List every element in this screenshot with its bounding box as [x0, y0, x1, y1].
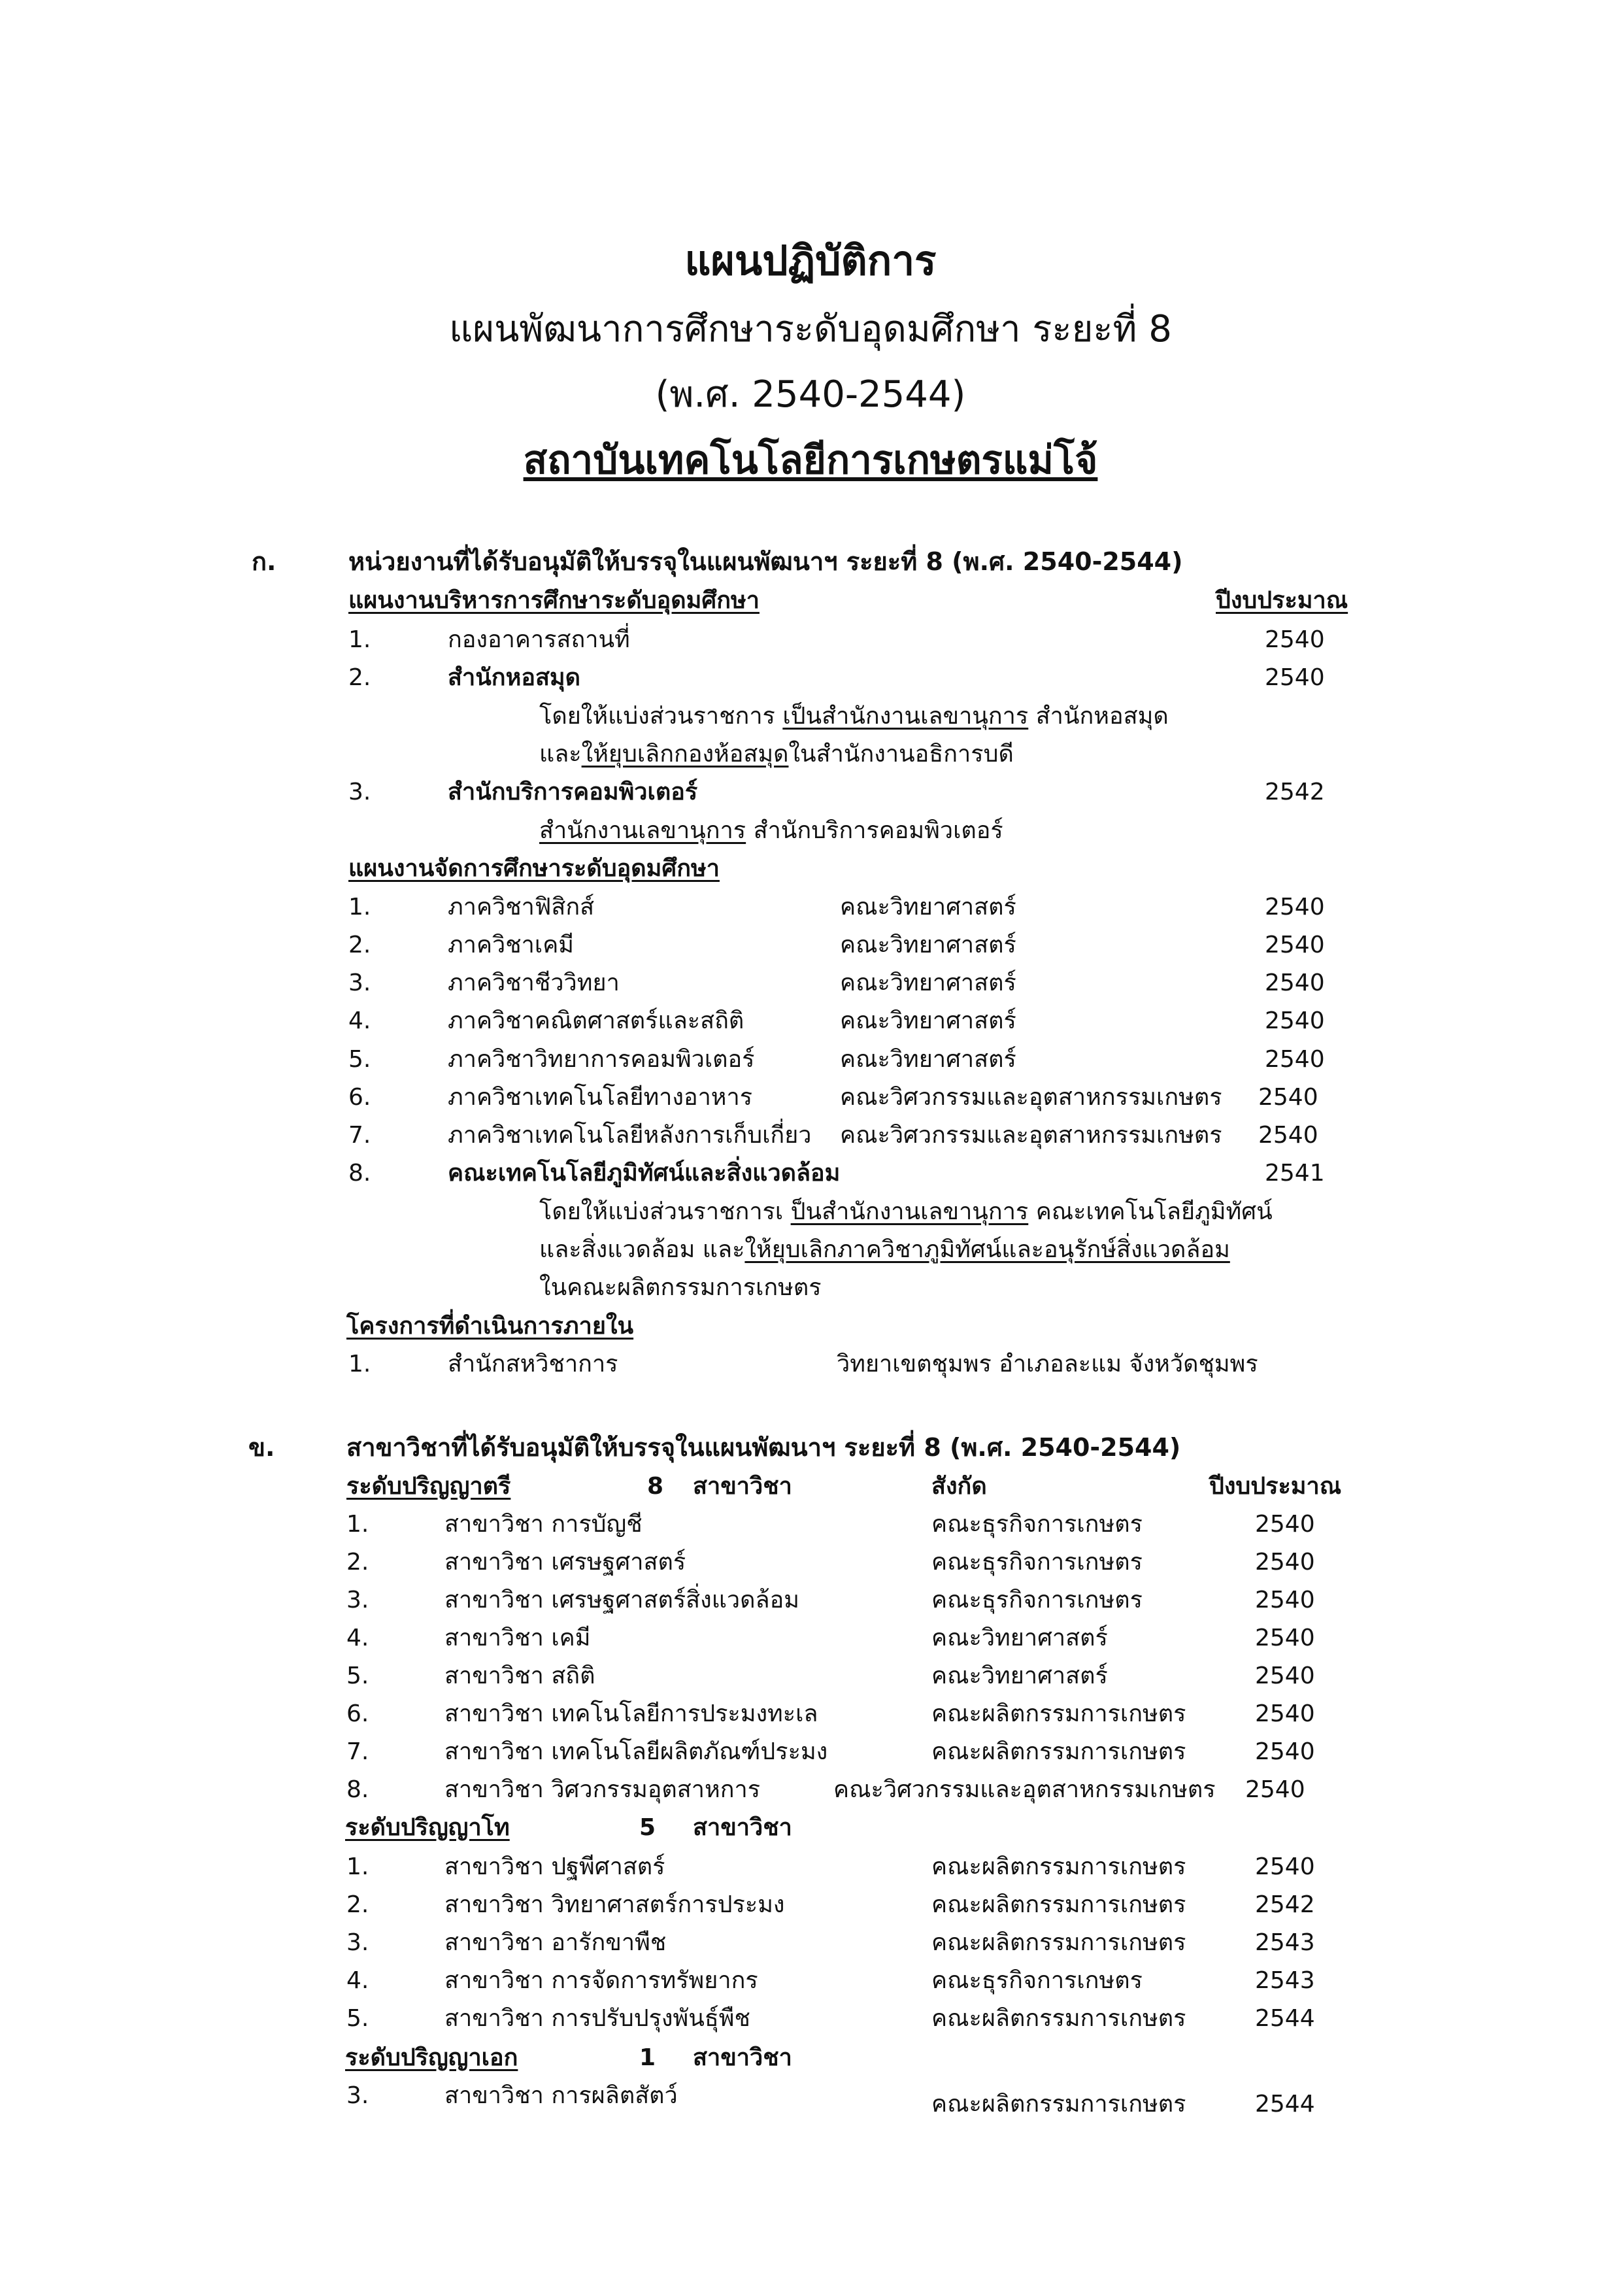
budget-year: 2540 [1255, 1700, 1315, 1727]
list-item-number: 2. [348, 932, 371, 958]
institution-name: สถาบันเทคโนโลยีการเกษตรแม่โจ้ [523, 437, 1098, 483]
budget-year: 2540 [1265, 1046, 1325, 1073]
document-period: (พ.ศ. 2540-2544) [655, 373, 966, 416]
program-name: สาขาวิชา อารักขาพืช [444, 1929, 667, 1956]
unit-name: สำนักหอสมุด [448, 664, 581, 691]
department-name: ภาควิชาเทคโนโลยีทางอาหาร [448, 1084, 753, 1111]
budget-year: 2540 [1255, 1663, 1315, 1689]
list-item-number: 6. [346, 1700, 369, 1727]
faculty-name: คณะวิทยาศาสตร์ [840, 932, 1016, 958]
document-title: แผนปฏิบัติการ [684, 237, 937, 284]
faculty-name: คณะวิทยาศาสตร์ [931, 1625, 1108, 1651]
bachelor-title: ระดับปริญญาตรี [346, 1473, 511, 1500]
faculty-name: คณะวิทยาศาสตร์ [840, 894, 1016, 920]
faculty-name: คณะผลิตกรรมการเกษตร [931, 1929, 1186, 1956]
list-item-number: 6. [348, 1084, 371, 1111]
program-name: สาขาวิชา การจัดการทรัพยากร [444, 1967, 758, 1994]
section-b-heading: สาขาวิชาที่ได้รับอนุมัติให้บรรจุในแผนพัฒนาฯ ระยะที่ 8 (พ.ศ. 2540-2544) [346, 1433, 1181, 1462]
budget-year: 2540 [1265, 1007, 1325, 1034]
budget-year: 2540 [1265, 932, 1325, 958]
list-item-number: 2. [348, 664, 371, 691]
program-name: สาขาวิชา เทคโนโลยีการประมงทะเล [444, 1700, 818, 1727]
budget-year-header: ปีงบประมาณ [1209, 1473, 1342, 1500]
master-unit: สาขาวิชา [693, 1814, 792, 1841]
program-name: สาขาวิชา วิศวกรรมอุตสาหการ [444, 1776, 761, 1803]
department-name: ภาควิชาเทคโนโลยีหลังการเก็บเกี่ยว [448, 1122, 812, 1149]
budget-year: 2543 [1255, 1929, 1315, 1956]
list-item-number: 4. [346, 1625, 369, 1651]
faculty-name: คณะวิทยาศาสตร์ [931, 1663, 1108, 1689]
faculty-name: คณะธุรกิจการเกษตร [931, 1511, 1143, 1538]
list-item-number: 3. [346, 1929, 369, 1956]
bachelor-unit: สาขาวิชา [693, 1473, 792, 1500]
list-item-number: 1. [348, 626, 371, 653]
budget-year-header: ปีงบประมาณ [1216, 587, 1348, 614]
department-name: ภาควิชาเคมี [448, 932, 575, 958]
budget-year: 2540 [1258, 1084, 1318, 1111]
unit-note: โดยให้แบ่งส่วนราชการ เป็นสำนักงานเลขานุการ สำนักหอสมุด [539, 703, 1169, 730]
faculty-name: คณะวิศวกรรมและอุตสาหกรรมเกษตร [833, 1776, 1216, 1803]
affiliation-header: สังกัด [931, 1473, 987, 1500]
faculty-name: คณะผลิตกรรมการเกษตร [931, 1738, 1186, 1765]
plan3-title: โครงการที่ดำเนินการภายใน [346, 1313, 634, 1340]
department-name: ภาควิชาชีววิทยา [448, 970, 620, 996]
unit-name: สำนักสหวิชาการ [448, 1351, 618, 1377]
list-item-number: 1. [348, 1351, 371, 1377]
department-name: ภาควิชาคณิตศาสตร์และสถิติ [448, 1007, 744, 1034]
faculty-name: คณะผลิตกรรมการเกษตร [931, 2005, 1186, 2032]
list-item-number: 5. [348, 1046, 371, 1073]
unit-note: และสิ่งแวดล้อม และให้ยุบเลิกภาควิชาภูมิทัศน์และอนุรักษ์สิ่งแวดล้อม [539, 1236, 1230, 1263]
unit-note: โดยให้แบ่งส่วนราชการเ ป็นสำนักงานเลขานุการ คณะเทคโนโลยีภูมิทัศน์ [539, 1198, 1273, 1225]
master-count: 5 [639, 1814, 656, 1841]
program-name: สาขาวิชา วิทยาศาสตร์การประมง [444, 1891, 785, 1918]
document-subtitle: แผนพัฒนาการศึกษาระดับอุดมศึกษา ระยะที่ 8 [449, 308, 1172, 350]
section-b-letter: ข. [248, 1433, 275, 1462]
budget-year: 2541 [1265, 1160, 1325, 1187]
budget-year: 2540 [1258, 1122, 1318, 1149]
faculty-name: คณะผลิตกรรมการเกษตร [931, 1891, 1186, 1918]
program-name: สาขาวิชา การบัญชี [444, 1511, 643, 1538]
doctoral-title: ระดับปริญญาเอก [345, 2044, 518, 2071]
budget-year: 2540 [1265, 894, 1325, 920]
unit-name: สำนักบริการคอมพิวเตอร์ [448, 779, 698, 805]
list-item-number: 8. [346, 1776, 369, 1803]
budget-year: 2540 [1255, 1853, 1315, 1880]
doctoral-count: 1 [639, 2044, 656, 2071]
faculty-name: คณะวิทยาศาสตร์ [840, 970, 1016, 996]
list-item-number: 2. [346, 1549, 369, 1576]
faculty-name: คณะธุรกิจการเกษตร [931, 1549, 1143, 1576]
program-name: สาขาวิชา เศรษฐศาสตร์ [444, 1549, 686, 1576]
budget-year: 2540 [1265, 626, 1325, 653]
list-item-number: 5. [346, 2005, 369, 2032]
list-item-number: 3. [348, 970, 371, 996]
unit-note: และให้ยุบเลิกกองห้อสมุดในสำนักงานอธิการบดี [539, 741, 1014, 768]
budget-year: 2540 [1255, 1511, 1315, 1538]
campus-location: วิทยาเขตชุมพร อำเภอละแม จังหวัดชุมพร [837, 1351, 1258, 1377]
list-item-number: 8. [348, 1160, 371, 1187]
budget-year: 2543 [1255, 1967, 1315, 1994]
department-name: ภาควิชาฟิสิกส์ [448, 894, 595, 920]
list-item-number: 7. [348, 1122, 371, 1149]
faculty-name: คณะวิศวกรรมและอุตสาหกรรมเกษตร [840, 1122, 1222, 1149]
budget-year: 2542 [1265, 779, 1325, 805]
faculty-name: คณะผลิตกรรมการเกษตร [931, 1700, 1186, 1727]
program-name: สาขาวิชา ปฐพีศาสตร์ [444, 1853, 665, 1880]
plan1-title: แผนงานบริหารการศึกษาระดับอุดมศึกษา [348, 587, 760, 614]
list-item-number: 4. [348, 1007, 371, 1034]
budget-year: 2542 [1255, 1891, 1315, 1918]
faculty-name: คณะผลิตกรรมการเกษตร [931, 1853, 1186, 1880]
unit-name: กองอาคารสถานที่ [448, 626, 630, 653]
faculty-name: คณะวิทยาศาสตร์ [840, 1046, 1016, 1073]
list-item-number: 2. [346, 1891, 369, 1918]
list-item-number: 7. [346, 1738, 369, 1765]
list-item-number: 1. [346, 1853, 369, 1880]
program-name: สาขาวิชา การผลิตสัตว์ [444, 2082, 678, 2109]
section-a-letter: ก. [252, 547, 276, 576]
budget-year: 2540 [1255, 1587, 1315, 1613]
list-item-number: 4. [346, 1967, 369, 1994]
faculty-name: คณะวิศวกรรมและอุตสาหกรรมเกษตร [840, 1084, 1222, 1111]
program-name: สาขาวิชา เทคโนโลยีผลิตภัณฑ์ประมง [444, 1738, 828, 1765]
plan2-title: แผนงานจัดการศึกษาระดับอุดมศึกษา [348, 855, 720, 882]
faculty-name: คณะวิทยาศาสตร์ [840, 1007, 1016, 1034]
program-name: สาขาวิชา เศรษฐศาสตร์สิ่งแวดล้อม [444, 1587, 799, 1613]
department-name: ภาควิชาวิทยาการคอมพิวเตอร์ [448, 1046, 755, 1073]
faculty-name: คณะธุรกิจการเกษตร [931, 1587, 1143, 1613]
budget-year: 2540 [1255, 1549, 1315, 1576]
unit-note: ในคณะผลิตกรรมการเกษตร [539, 1274, 822, 1301]
budget-year: 2540 [1245, 1776, 1305, 1803]
list-item-number: 3. [346, 1587, 369, 1613]
faculty-name: คณะธุรกิจการเกษตร [931, 1967, 1143, 1994]
faculty-unit-name: คณะเทคโนโลยีภูมิทัศน์และสิ่งแวดล้อม [448, 1160, 841, 1187]
program-name: สาขาวิชา การปรับปรุงพันธุ์พืช [444, 2005, 750, 2032]
program-name: สาขาวิชา สถิติ [444, 1663, 595, 1689]
budget-year: 2540 [1265, 664, 1325, 691]
list-item-number: 5. [346, 1663, 369, 1689]
master-title: ระดับปริญญาโท [345, 1814, 510, 1841]
budget-year: 2544 [1255, 2091, 1315, 2118]
budget-year: 2540 [1265, 970, 1325, 996]
program-name: สาขาวิชา เคมี [444, 1625, 591, 1651]
faculty-name: คณะผลิตกรรมการเกษตร [931, 2091, 1186, 2118]
list-item-number: 1. [346, 1511, 369, 1538]
list-item-number: 3. [346, 2082, 369, 2109]
budget-year: 2544 [1255, 2005, 1315, 2032]
list-item-number: 3. [348, 779, 371, 805]
list-item-number: 1. [348, 894, 371, 920]
budget-year: 2540 [1255, 1625, 1315, 1651]
section-a-heading: หน่วยงานที่ได้รับอนุมัติให้บรรจุในแผนพัฒนาฯ ระยะที่ 8 (พ.ศ. 2540-2544) [348, 547, 1183, 576]
bachelor-count: 8 [647, 1473, 664, 1500]
budget-year: 2540 [1255, 1738, 1315, 1765]
unit-note: สำนักงานเลขานุการ สำนักบริการคอมพิวเตอร์ [539, 817, 1003, 844]
doctoral-unit: สาขาวิชา [693, 2044, 792, 2071]
